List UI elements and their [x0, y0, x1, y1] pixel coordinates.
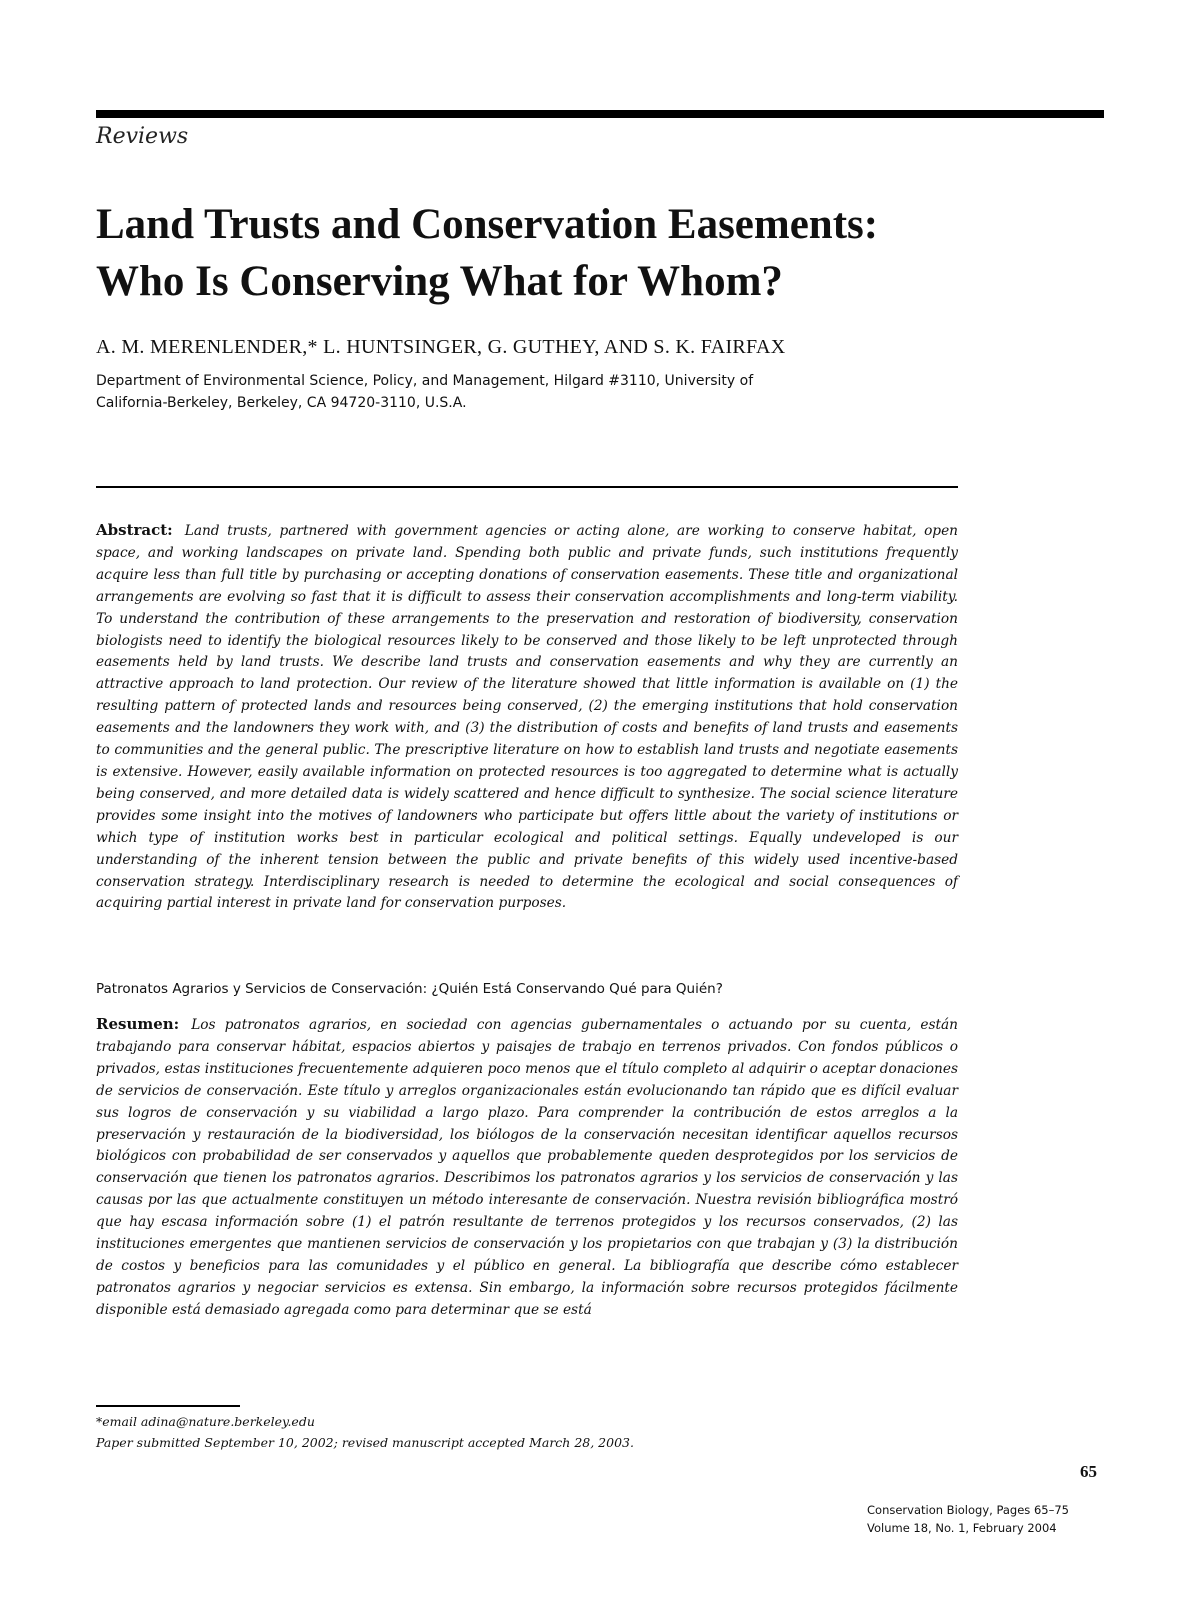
- footnotes: [96, 1411, 634, 1453]
- affiliation-line-1: Department of Environmental Science, Policy, and Management, Hilgard #3110, University of: [96, 373, 754, 389]
- resumen-label: Resumen:: [96, 1015, 180, 1033]
- spanish-title: Patronatos Agrarios y Servicios de Conservación: ¿Quién Está Conservando Qué para Quién?: [96, 981, 723, 997]
- title-line-1: Land Trusts and Conservation Easements:: [96, 201, 879, 248]
- abstract-rule: [96, 486, 958, 488]
- affiliation-line-2: California-Berkeley, Berkeley, CA 94720-3110, U.S.A.: [96, 395, 467, 411]
- resumen: [96, 1014, 958, 1322]
- journal-line-2: Volume 18, No. 1, February 2004: [867, 1521, 1057, 1535]
- footnote-rule: [96, 1405, 240, 1407]
- header-rule: [96, 110, 1104, 118]
- author-list: A. M. MERENLENDER,* L. HUNTSINGER, G. GUTHEY, AND S. K. FAIRFAX: [96, 336, 786, 358]
- title-line-2: Who Is Conserving What for Whom?: [96, 258, 783, 305]
- submission-footnote: Paper submitted September 10, 2002; revised manuscript accepted March 28, 2003.: [96, 1435, 634, 1450]
- abstract-label: Abstract:: [96, 521, 173, 539]
- page-number: 65: [1080, 1462, 1097, 1481]
- journal-line-1: Conservation Biology, Pages 65–75: [867, 1503, 1069, 1517]
- article-title: [96, 196, 1056, 310]
- resumen-text: Los patronatos agrarios, en sociedad con agencias gubernamentales o actuando por su cuenta, están trabajando para conservar hábitat, espacios abiertos y paisajes de trabajo en terrenos privados. Con fondos públicos o privados, estas instituciones frecuentemente adquieren poco menos que el título completo al adquirir o aceptar donaciones de servicios de conservación. Este título y arreglos organizacionales están evolucionando tan rápido que es difícil evaluar sus logros de conservación y su viabilidad a largo plazo. Para comprender la contribución de estos arreglos a la preservación y restauración de la biodiversidad, los biólogos de la conservación necesitan identificar aquellos recursos biológicos con probabilidad de ser conservados y aquellos que probablemente queden desprotegidos por los servicios de conservación que tienen los patronatos agrarios. Describimos los patronatos agrarios y los servicios de conservación y las causas por las que actualmente constituyen un método interesante de conservación. Nuestra revisión bibliográfica mostró que hay escasa información sobre (1) el patrón resultante de terrenos protegidos y los recursos conservados, (2) las instituciones emergentes que mantienen servicios de conservación y los propietarios con que trabajan y (3) la distribución de costos y beneficios para las comunidades y el público en general. La bibliografía que describe cómo establecer patronatos agrarios y negociar servicios es extensa. Sin embargo, la información sobre recursos protegidos fácilmente disponible está demasiado agregada como para determinar que se está: [96, 1017, 958, 1318]
- email-footnote: *email adina@nature.berkeley.edu: [96, 1414, 315, 1429]
- affiliation: [96, 370, 856, 414]
- section-label: Reviews: [96, 124, 189, 149]
- abstract: [96, 520, 958, 915]
- journal-citation: [867, 1501, 1069, 1537]
- abstract-text: Land trusts, partnered with government agencies or acting alone, are working to conserve habitat, open space, and working landscapes on private land. Spending both public and private funds, such institutions frequently acquire less than full title by purchasing or accepting donations of conservation easements. These title and organizational arrangements are evolving so fast that it is difficult to assess their conservation accomplishments and long-term viability. To understand the contribution of these arrangements to the preservation and restoration of biodiversity, conservation biologists need to identify the biological resources likely to be conserved and those likely to be left unprotected through easements held by land trusts. We describe land trusts and conservation easements and why they are currently an attractive approach to land protection. Our review of the literature showed that little information is available on (1) the resulting pattern of protected lands and resources being conserved, (2) the emerging institutions that hold conservation easements and the landowners they work with, and (3) the distribution of costs and benefits of land trusts and easements to communities and the general public. The prescriptive literature on how to establish land trusts and negotiate easements is extensive. However, easily available information on protected resources is too aggregated to determine what is actually being conserved, and more detailed data is widely scattered and hence difficult to synthesize. The social science literature provides some insight into the motives of landowners who participate but offers little about the variety of institutions or which type of institution works best in particular ecological and political settings. Equally undeveloped is our understanding of the inherent tension between the public and private benefits of this widely used incentive-based conservation strategy. Interdisciplinary research is needed to determine the ecological and social consequences of acquiring partial interest in private land for conservation purposes.: [96, 523, 958, 912]
